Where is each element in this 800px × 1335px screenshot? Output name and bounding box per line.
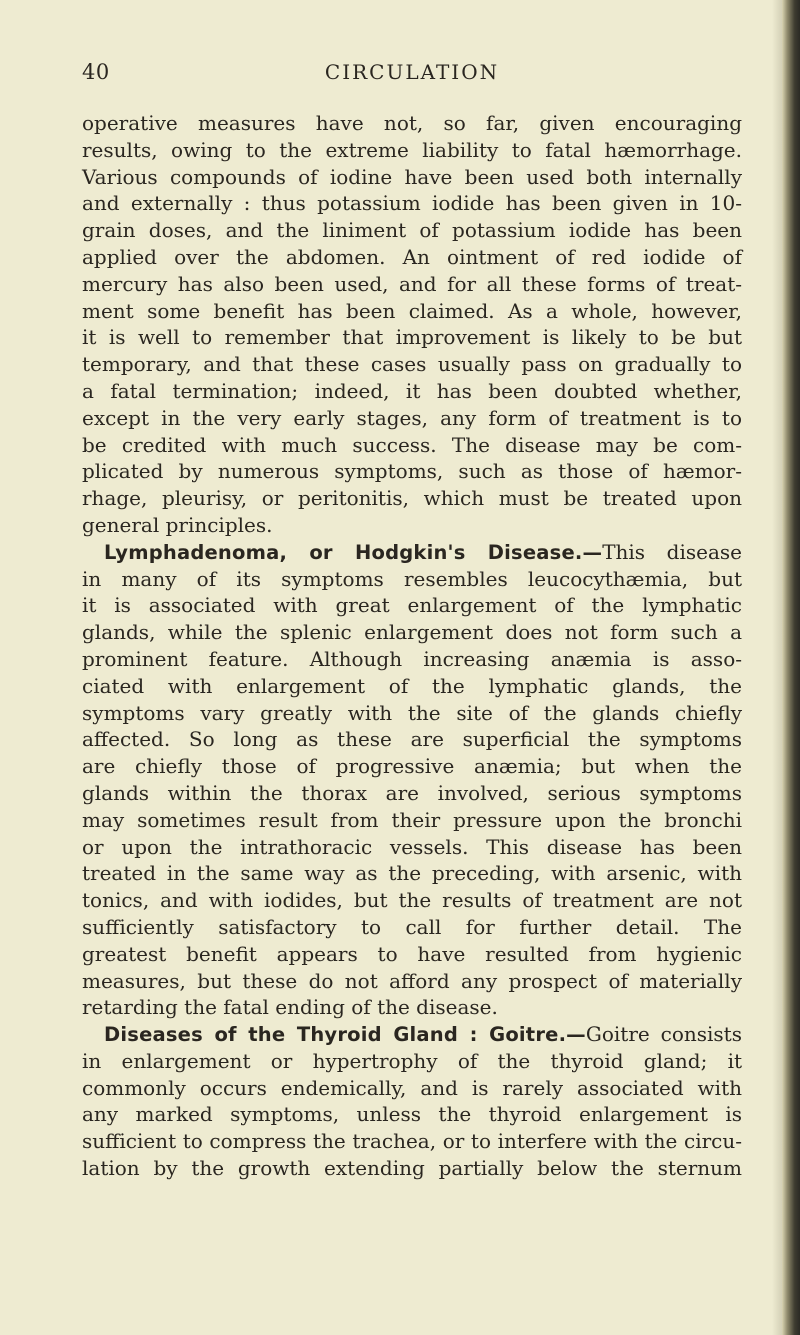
- text-line: rhage, pleurisy, or peritonitis, which must be treated upon: [82, 486, 742, 511]
- text-line: and externally : thus potassium iodide has been given in 10-: [82, 191, 742, 216]
- text-line: be credited with much success. The disease may be com-: [82, 432, 742, 457]
- text-line: retarding the fatal ending of the disease.: [82, 995, 498, 1020]
- text-line: prominent feature. Although increasing anæmia is asso-: [82, 646, 742, 671]
- text-line: general principles.: [82, 512, 273, 537]
- text-line: it is associated with great enlargement of the lymphatic: [82, 593, 742, 618]
- text-line: greatest benefit appears to have resulted from hygienic: [82, 941, 742, 966]
- text-line: results, owing to the extreme liability to fatal hæmorrhage.: [82, 137, 742, 162]
- text-line: measures, but these do not afford any prospect of materially: [82, 968, 742, 993]
- text-line: in enlargement or hypertrophy of the thyroid gland; it: [82, 1048, 742, 1073]
- text-line: may sometimes result from their pressure upon the bronchi: [82, 807, 742, 832]
- text-line: sufficiently satisfactory to call for further detail. The: [82, 914, 742, 939]
- text-line: treated in the same way as the preceding, with arsenic, with: [82, 861, 742, 886]
- text-line: glands within the thorax are involved, serious symptoms: [82, 780, 742, 805]
- text-line: in many of its symptoms resembles leucocythæmia, but: [82, 566, 742, 591]
- text-run: Goitre consists: [585, 1022, 742, 1047]
- section-heading-lymphadenoma: Lymphadenoma, or Hodgkin's Disease.—: [104, 540, 603, 564]
- text-line: sufficient to compress the trachea, or to interfere with the circu-: [82, 1129, 742, 1154]
- text-line: plicated by numerous symptoms, such as those of hæmor-: [82, 459, 742, 484]
- text-run: This disease: [602, 539, 743, 564]
- text-line: are chiefly those of progressive anæmia; but when the: [82, 754, 742, 779]
- page-edge: [782, 0, 800, 1335]
- text-line: applied over the abdomen. An ointment of red iodide of: [82, 244, 742, 269]
- text-line: any marked symptoms, unless the thyroid enlargement is: [82, 1102, 742, 1127]
- text-line: grain doses, and the liniment of potassium iodide has been: [82, 218, 742, 243]
- text-line: it is well to remember that improvement is likely to be but: [82, 325, 742, 350]
- text-line: a fatal termination; indeed, it has been doubted whether,: [82, 378, 742, 403]
- running-head: [82, 60, 742, 90]
- section-heading-line: [82, 1021, 742, 1048]
- section-heading-thyroid: Diseases of the Thyroid Gland : Goitre.—: [104, 1023, 586, 1047]
- body-text: [82, 110, 742, 1182]
- page-number: 40: [82, 60, 110, 84]
- text-line: lation by the growth extending partially below the sternum: [82, 1156, 742, 1181]
- text-line: Various compounds of iodine have been used both internally: [82, 164, 742, 189]
- text-line: temporary, and that these cases usually pass on gradually to: [82, 352, 742, 377]
- text-line: operative measures have not, so far, given encouraging: [82, 111, 742, 135]
- text-line: ciated with enlargement of the lymphatic glands, the: [82, 673, 742, 698]
- text-line: symptoms vary greatly with the site of the glands chiefly: [82, 700, 742, 725]
- text-line: affected. So long as these are superficial the symptoms: [82, 727, 742, 752]
- text-line: commonly occurs endemically, and is rarely associated with: [82, 1075, 742, 1100]
- text-line: or upon the intrathoracic vessels. This disease has been: [82, 834, 742, 859]
- section-heading-line: [82, 539, 742, 566]
- text-line: mercury has also been used, and for all these forms of treat-: [82, 271, 742, 296]
- text-line: except in the very early stages, any form of treatment is to: [82, 405, 742, 430]
- text-line: glands, while the splenic enlargement does not form such a: [82, 620, 742, 645]
- text-line: ment some benefit has been claimed. As a whole, however,: [82, 298, 742, 323]
- page-edge-shadow: [772, 0, 782, 1335]
- text-line: tonics, and with iodides, but the results of treatment are not: [82, 888, 742, 913]
- running-title: CIRCULATION: [324, 60, 500, 84]
